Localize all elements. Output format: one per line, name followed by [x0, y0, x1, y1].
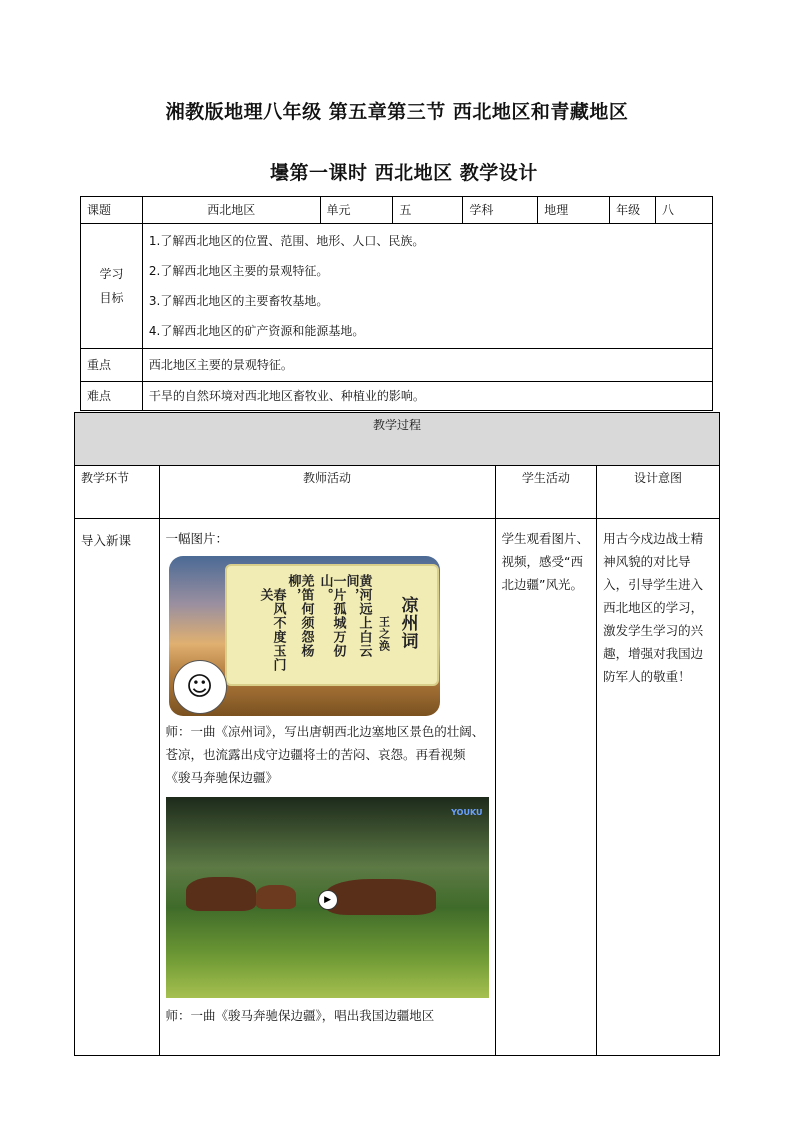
goal-item: 1.了解西北地区的位置、范围、地形、人口、民族。	[148, 234, 425, 248]
poem-line: 一片孤城万仞山。	[317, 574, 346, 658]
doc-title-line2: 壜第一课时 西北地区 教学设计	[270, 162, 538, 184]
design-intent: 用古今戍边战士精神风貌的对比导入，引导学生进入西北地区的学习，激发学生学习的兴趣，增强对我国边防军人的敬重！	[597, 519, 720, 1056]
poem-image	[169, 556, 440, 716]
topic-value: 西北地区	[142, 197, 320, 224]
col-teacher-header: 教师活动	[159, 466, 495, 519]
teaching-process-table	[74, 412, 720, 1056]
table-row	[81, 382, 713, 411]
topic-label: 课题	[81, 197, 143, 224]
goals-list	[142, 224, 712, 349]
table-row	[81, 197, 713, 224]
poem-scroll	[225, 564, 439, 686]
play-icon[interactable]: ▶	[318, 890, 338, 910]
col-stage-header: 教学环节	[75, 466, 160, 519]
goal-item: 3.了解西北地区的主要畜牧基地。	[148, 294, 329, 308]
lesson-info-table	[80, 196, 713, 411]
poet-portrait-icon: ☺	[173, 660, 227, 714]
stage-value: 导入新课	[75, 519, 160, 1056]
col-design-header: 设计意图	[597, 466, 720, 519]
doc-title-line1: 湘教版地理八年级 第五章第三节 西北地区和青藏地区	[165, 101, 629, 123]
goals-label	[81, 224, 143, 349]
table-row	[75, 413, 720, 466]
horses-graphic	[186, 867, 446, 917]
poem-author: 王之涣	[377, 616, 391, 652]
table-row	[81, 224, 713, 349]
key-value: 西北地区主要的景观特征。	[142, 349, 712, 382]
poem-line: 黄河远上白云间，	[343, 574, 372, 658]
table-row	[75, 519, 720, 1056]
goal-item: 2.了解西北地区主要的景观特征。	[148, 264, 329, 278]
grade-label: 年级	[610, 197, 656, 224]
difficulty-value: 干旱的自然环境对西北地区畜牧业、种植业的影响。	[142, 382, 712, 411]
poem-title: 凉州词	[397, 596, 418, 650]
student-activity: 学生观看图片、视频，感受“西北边疆”风光。	[495, 519, 597, 1056]
goals-label-line1: 学习	[99, 267, 124, 281]
poem-line: 羌笛何须怨杨柳，	[285, 574, 314, 658]
subject-label: 学科	[463, 197, 538, 224]
goal-item: 4.了解西北地区的矿产资源和能源基地。	[148, 324, 365, 338]
process-header: 教学过程	[75, 413, 720, 466]
goals-label-line2: 目标	[99, 291, 124, 305]
subject-value: 地理	[538, 197, 610, 224]
teacher-intro: 一幅图片：	[165, 531, 229, 546]
col-student-header: 学生活动	[495, 466, 597, 519]
teacher-text-2: 师：一曲《骏马奔驰保边疆》，唱出我国边疆地区	[165, 1008, 435, 1023]
table-row	[81, 349, 713, 382]
video-thumbnail[interactable]	[166, 797, 489, 998]
teacher-activity	[159, 519, 495, 1056]
video-logo: YOUKU	[451, 808, 483, 817]
unit-label: 单元	[320, 197, 393, 224]
grade-value: 八	[656, 197, 713, 224]
unit-value: 五	[393, 197, 463, 224]
poem-line: 春风不度玉门关	[257, 588, 286, 672]
table-row	[75, 466, 720, 519]
teacher-text-1: 师：一曲《凉州词》，写出唐朝西北边塞地区景色的壮阔、苍凉，也流露出戍守边疆将士的苦闷、哀怨。再看视频《骏马奔驰保边疆》	[165, 724, 485, 785]
difficulty-label: 难点	[81, 382, 143, 411]
key-label: 重点	[81, 349, 143, 382]
